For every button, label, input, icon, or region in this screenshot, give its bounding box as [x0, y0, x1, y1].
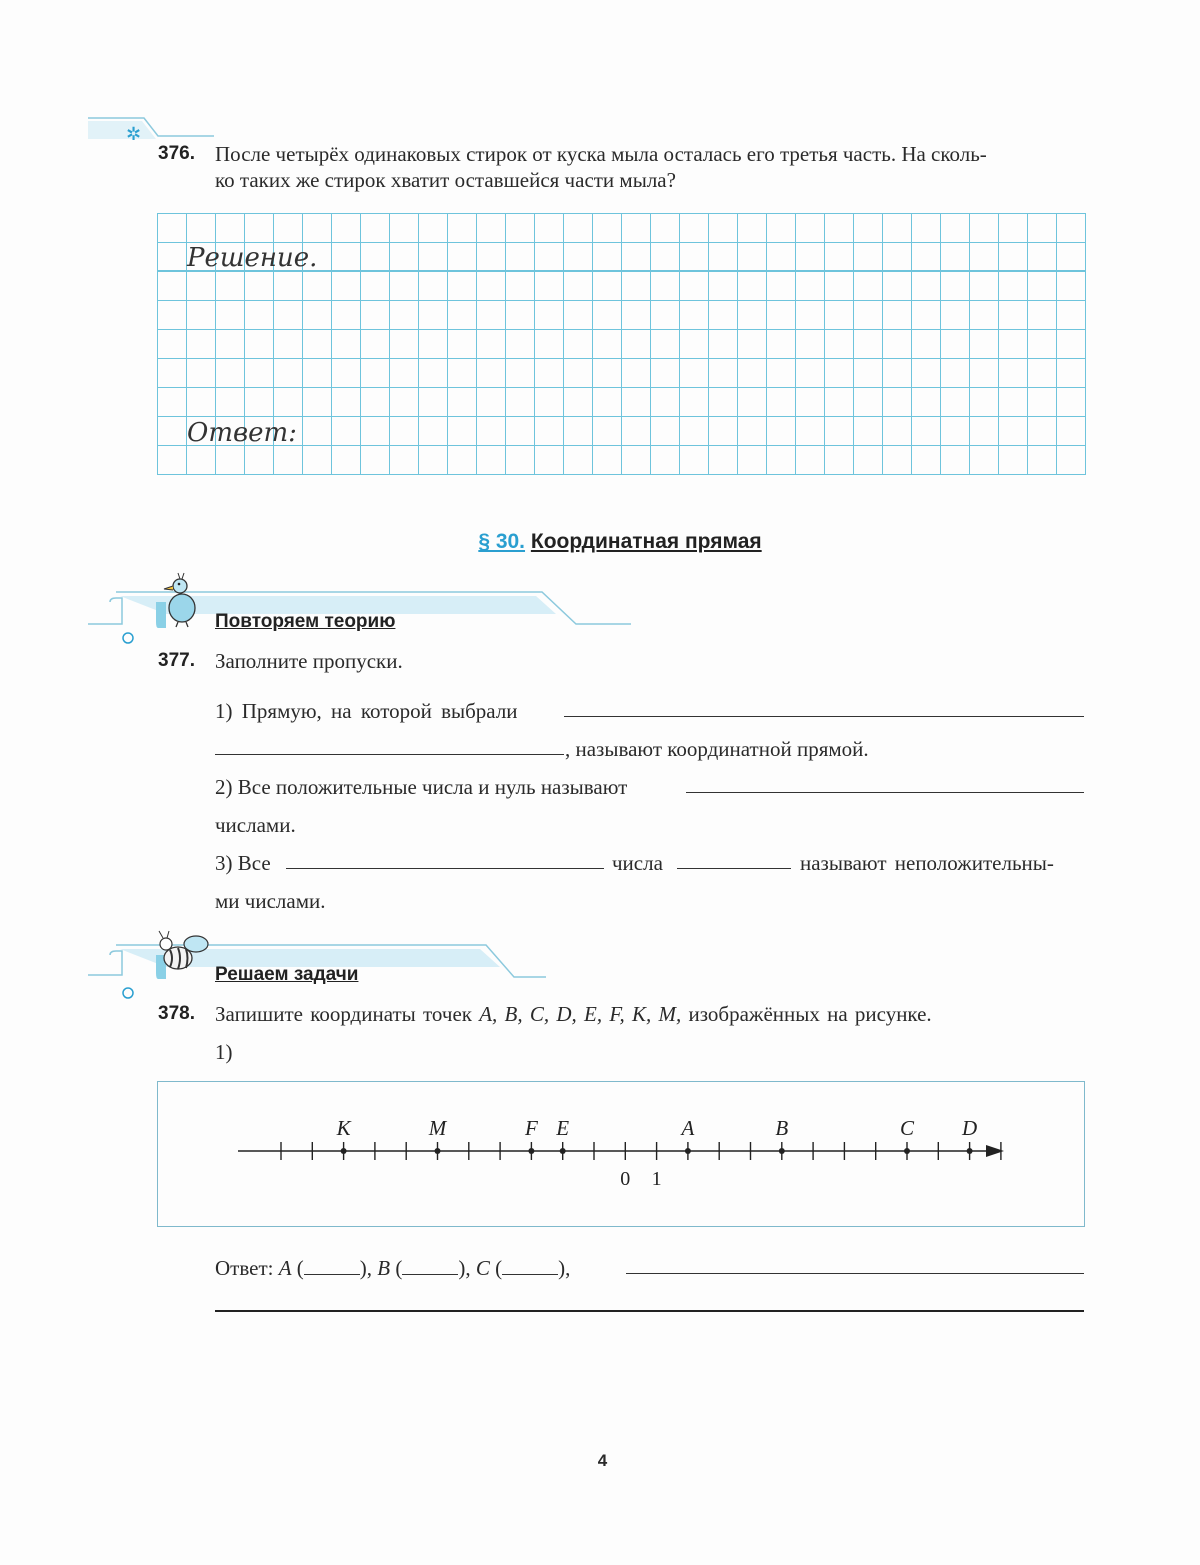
item1-blank-a[interactable] — [564, 716, 1084, 717]
task-378-points: A, B, C, D, E, F, K, M, — [479, 1002, 682, 1026]
answer-b-letter: B — [377, 1256, 391, 1280]
item3-a: 3) Все — [215, 851, 271, 875]
item1-end: , называют координатной прямой. — [565, 737, 869, 761]
number-line — [158, 1082, 1084, 1226]
item3-c: называют неположительны- — [800, 851, 1054, 875]
section-title — [0, 530, 1200, 554]
point-a-label: A — [681, 1116, 695, 1140]
answer-c-open: ( — [495, 1256, 503, 1280]
item1-blank-b[interactable] — [215, 754, 564, 755]
top-decoration — [86, 114, 226, 146]
answer-grid[interactable] — [157, 213, 1086, 475]
point-f-dot — [528, 1148, 534, 1154]
task-378-prompt-start: Запишите координаты точек — [215, 1002, 472, 1026]
point-m-dot — [435, 1148, 441, 1154]
task-376-number: 376. — [158, 143, 195, 164]
answer-label: Ответ: — [187, 418, 297, 448]
bird-icon — [158, 572, 206, 628]
point-k-label: K — [336, 1116, 351, 1140]
point-c-dot — [904, 1148, 910, 1154]
item1-start: 1) Прямую, на которой выбрали — [215, 699, 518, 723]
task-377-number: 377. — [158, 650, 195, 671]
section-name: Координатная прямая — [530, 530, 762, 553]
point-e-label: E — [556, 1116, 570, 1140]
point-d-dot — [967, 1148, 973, 1154]
answer-a-close: ), — [359, 1256, 373, 1280]
answer-c-blank[interactable] — [502, 1260, 558, 1275]
point-e-dot — [560, 1148, 566, 1154]
answer-378-label: Ответ: — [215, 1256, 274, 1280]
star-icon: ✲ — [126, 124, 142, 145]
task-376-line1: После четырёх одинаковых стирок от куска мыла осталась его третья часть. На сколь- — [215, 142, 987, 166]
item2-end: числами. — [215, 813, 296, 837]
answer-378-blank-2[interactable] — [215, 1310, 1084, 1312]
point-a-dot — [685, 1148, 691, 1154]
point-d-label: D — [962, 1116, 978, 1140]
solution-label: Решение. — [187, 243, 318, 273]
item2-start: 2) Все положительные числа и нуль называют — [215, 775, 628, 799]
answer-378 — [215, 1255, 570, 1281]
task-378-number: 378. — [158, 1003, 195, 1024]
point-c-label: C — [899, 1116, 915, 1140]
answer-a-blank[interactable] — [304, 1260, 360, 1275]
answer-b-blank[interactable] — [402, 1260, 458, 1275]
point-b-label: B — [775, 1116, 789, 1140]
bee-icon — [156, 928, 216, 980]
item3-blank-b[interactable] — [677, 868, 791, 869]
unit-label: 1 — [651, 1168, 662, 1190]
task-377-intro: Заполните пропуски. — [215, 649, 403, 673]
item3-b: числа — [612, 851, 663, 875]
answer-c-letter: C — [475, 1256, 490, 1280]
task-378-sub: 1) — [215, 1040, 233, 1064]
item3-blank-a[interactable] — [286, 868, 604, 869]
item2-blank[interactable] — [686, 792, 1084, 793]
answer-378-blank-1[interactable] — [626, 1273, 1084, 1274]
page-number: 4 — [597, 1451, 608, 1470]
point-m-label: M — [428, 1116, 447, 1140]
task-378-prompt-end: изображённых на рисунке. — [688, 1002, 932, 1026]
answer-b-open: ( — [395, 1256, 403, 1280]
point-b-dot — [779, 1148, 785, 1154]
answer-a-open: ( — [296, 1256, 304, 1280]
origin-label: 0 — [620, 1168, 631, 1190]
point-k-dot — [341, 1148, 347, 1154]
answer-c-close: ), — [558, 1256, 571, 1280]
answer-b-close: ), — [458, 1256, 471, 1280]
tasks-heading: Решаем задачи — [215, 964, 359, 985]
answer-a-letter: A — [278, 1256, 292, 1280]
item3-end: ми числами. — [215, 889, 326, 913]
theory-heading: Повторяем теорию — [215, 611, 396, 632]
task-378-prompt — [215, 1001, 932, 1027]
section-mark: § 30. — [478, 530, 526, 553]
task-376-line2: ко таких же стирок хватит оставшейся части мыла? — [215, 168, 676, 192]
point-f-label: F — [524, 1116, 538, 1140]
number-line-figure — [157, 1081, 1085, 1227]
